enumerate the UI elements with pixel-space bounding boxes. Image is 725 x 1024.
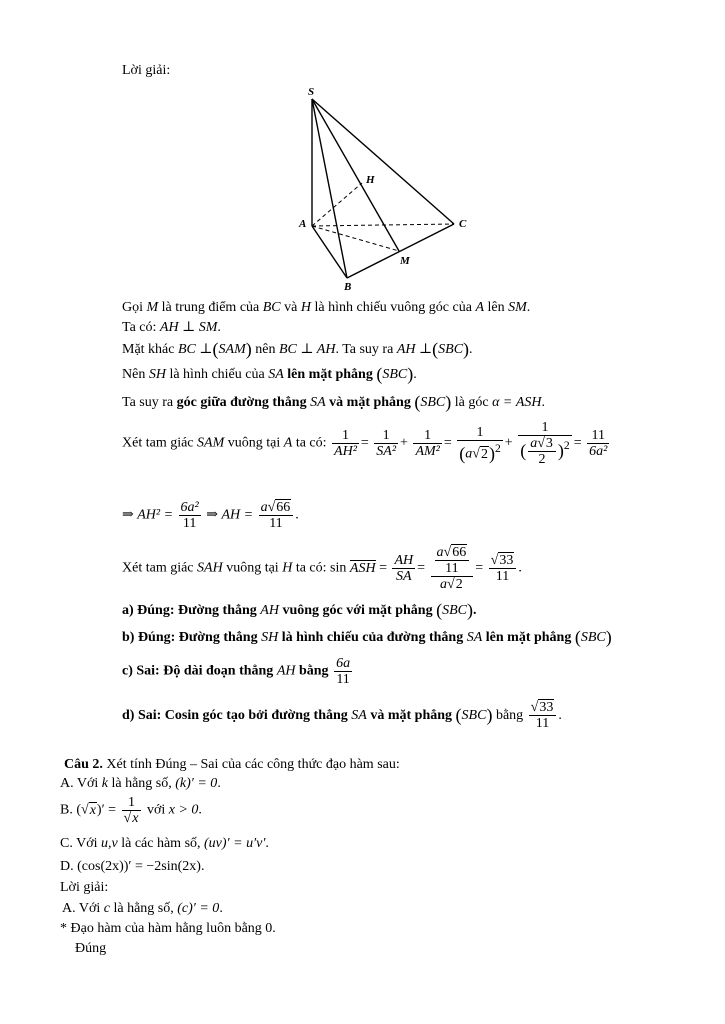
option-C: C. Với u,v là các hàm số, (uv)′ = u′v′.: [60, 836, 269, 851]
line-angle-definition: Ta suy ra góc giữa đường thẳng SA và mặt phẳng (SBC) là góc α = ASH.: [122, 392, 546, 412]
label-C: C: [459, 218, 467, 230]
solution-2-verdict: Đúng: [75, 941, 107, 956]
label-S: S: [308, 86, 315, 98]
option-B: B. (√x)′ = $\frac{1}{√x}$ với x > 0.: [60, 795, 202, 826]
solution-2-heading: Lời giải:: [60, 880, 109, 895]
answer-c: c) Sai: Độ dài đoạn thẳng AH bằng $\frac{6a}{11}$: [122, 656, 351, 687]
solution-2-note: * Đạo hàm của hàm hằng luôn bằng 0.: [60, 921, 276, 936]
line-define-M-H: Gọi M là trung điểm của BC và H là hình chiếu vuông góc của A lên SM.: [122, 300, 531, 315]
option-D: D. (cos(2x))′ = −2sin(2x).: [60, 859, 205, 874]
label-A: A: [299, 218, 307, 230]
line-AH-result: ⇒ AH² = $\frac{\text{6a²}}{11}$ ⇒ AH = $\frac{a√66}{11}$ .: [122, 500, 299, 531]
line-AH-perp-SM: Ta có: AH ⊥ SM.: [122, 320, 221, 335]
line-triangle-SAM-formula: Xét tam giác SAM vuông tại A ta có: $\frac{1}{\text{AH²}}$ = $\frac{1}{\text{SA²}}$ + $\frac{1}{\text{AM²}}$ = $\frac{1}{(a√2)^2}$ + 1 ( $\frac{a√3}{2}$ )$^2$ = $\frac{11}{\text{6a²}}$: [122, 420, 608, 467]
solution-2-A: A. Với c là hằng số, (c)′ = 0.: [62, 901, 223, 916]
answer-a: a) Đúng: Đường thẳng AH vuông góc với mặt phẳng (SBC).: [122, 600, 477, 620]
question-2-title: Câu 2. Xét tính Đúng – Sai của các công thức đạo hàm sau:: [64, 757, 400, 772]
option-A: A. Với k là hằng số, (k)′ = 0.: [60, 776, 221, 791]
answer-b: b) Đúng: Đường thẳng SH là hình chiếu của đường thẳng SA lên mặt phẳng (SBC): [122, 627, 612, 647]
label-M: M: [400, 255, 410, 267]
solution-heading: Lời giải:: [122, 63, 171, 78]
answer-d: d) Sai: Cosin góc tạo bởi đường thẳng SA và mặt phẳng (SBC) bằng $\frac{√33}{11}$ .: [122, 700, 562, 732]
line-SH-projection: Nên SH là hình chiếu của SA lên mặt phẳng (SBC).: [122, 364, 417, 384]
line-triangle-SAH-sin: Xét tam giác SAH vuông tại H ta có: sin ASH = $\frac{AH}{SA}$ = $\frac{\frac{a√66}{11}}{a√2}$ = $\frac{√33}{11}$ .: [122, 545, 522, 592]
pyramid-figure: [0, 80, 725, 380]
label-B: B: [344, 281, 352, 293]
label-H: H: [366, 174, 375, 186]
line-BC-perp-SAM: Mặt khác BC ⊥(SAM) nên BC ⊥ AH. Ta suy ra AH ⊥(SBC).: [122, 339, 473, 359]
